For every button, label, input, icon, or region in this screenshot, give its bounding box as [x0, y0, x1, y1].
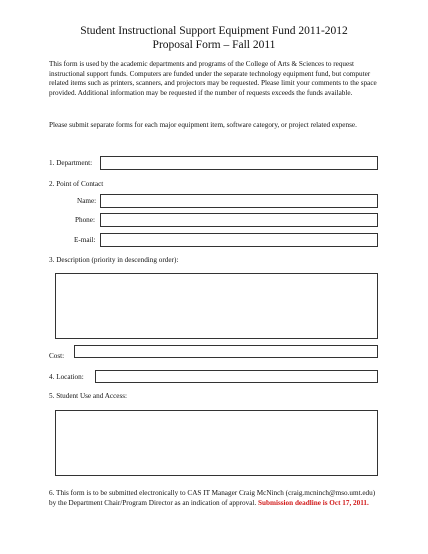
- submission-deadline: Submission deadline is Oct 17, 2011.: [257, 498, 369, 507]
- student-use-textarea[interactable]: [55, 410, 378, 476]
- email-label: E-mail:: [74, 236, 96, 244]
- submission-instructions: [49, 489, 384, 508]
- location-field[interactable]: [95, 370, 378, 383]
- separate-forms-note: Please submit separate forms for each major equipment item, software category, or project related expense.: [49, 121, 357, 129]
- intro-paragraph: This form is used by the academic departments and programs of the College of Arts & Sciences to request instructional support funds. Computers are funded under the separate technology equipment fund, but computer related items such as printers, scanners, and projectors may be requested. Please limit your comments to the space provided. Additional information may be requested if the number of requests exceeds the funds available.: [49, 60, 377, 97]
- student-use-label: 5. Student Use and Access:: [49, 392, 128, 400]
- cost-field[interactable]: [74, 345, 378, 358]
- document-subtitle: Proposal Form – Fall 2011: [152, 39, 276, 51]
- phone-label: Phone:: [75, 216, 95, 224]
- phone-field[interactable]: [100, 213, 378, 227]
- name-label: Name:: [77, 197, 97, 205]
- location-label: 4. Location:: [49, 373, 84, 381]
- email-field[interactable]: [100, 233, 378, 247]
- cost-label: Cost:: [49, 352, 65, 360]
- submission-text: 6. This form is to be submitted electronically to CAS IT Manager Craig McNinch (craig.mcninch@mso.umt.edu) by the Department Chair/Program Director as an indication of approval.: [49, 489, 376, 507]
- department-field[interactable]: [100, 156, 378, 170]
- name-field[interactable]: [100, 194, 378, 208]
- point-of-contact-label: 2. Point of Contact: [49, 180, 104, 188]
- document-title: Student Instructional Support Equipment Fund 2011-2012: [80, 25, 348, 37]
- department-label: 1. Department:: [49, 159, 93, 167]
- description-label: 3. Description (priority in descending order):: [49, 256, 179, 264]
- description-textarea[interactable]: [55, 273, 378, 339]
